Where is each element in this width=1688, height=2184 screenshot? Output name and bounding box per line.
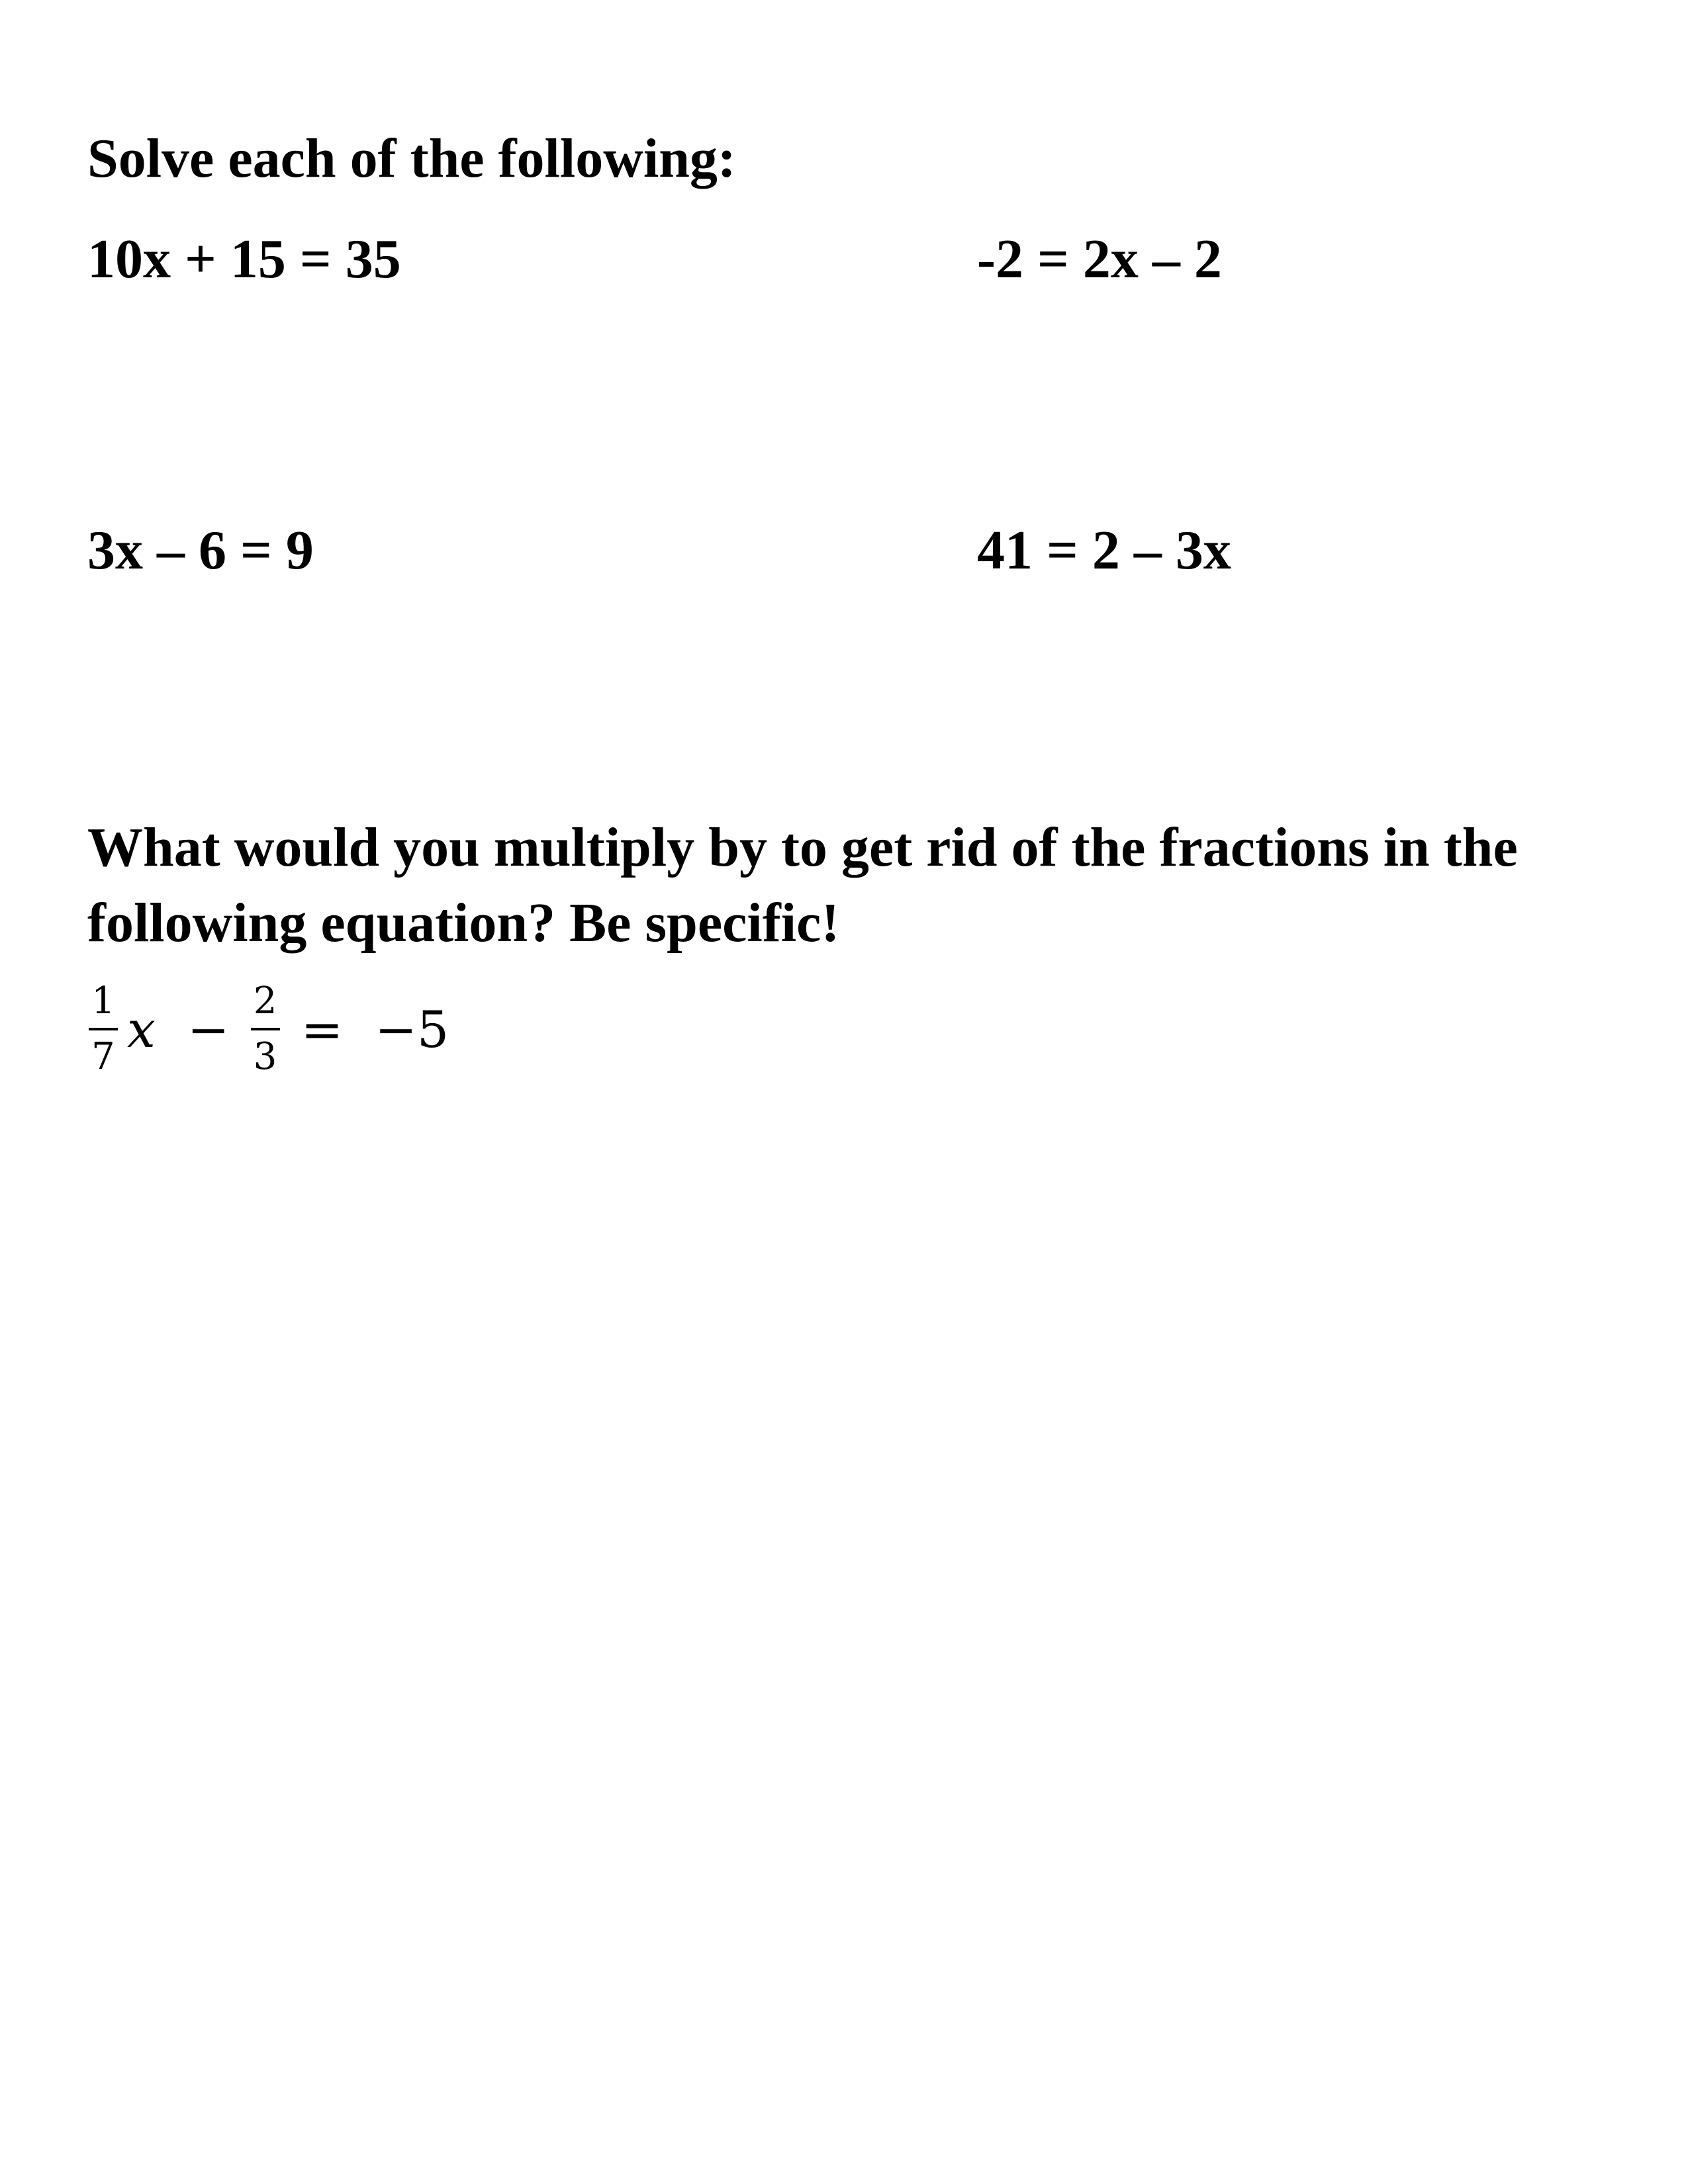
equation-3: 3x – 6 = 9 [87,520,314,581]
equals-sign: = [301,999,344,1059]
fraction-denominator: 3 [253,1035,277,1078]
fraction-equation [85,973,449,1085]
variable-x: x [127,999,156,1059]
equation-4: 41 = 2 – 3x [977,520,1231,581]
fraction-question: What would you multiply by to get rid of the fractions in the following equation? Be specific! [87,817,1518,954]
minus-sign: − [187,999,230,1059]
fraction-numerator: 2 [253,979,277,1023]
fraction-bar [251,1028,280,1030]
fraction-one-seventh [89,979,118,1078]
fraction-two-thirds [251,979,280,1078]
right-hand-side: −5 [375,999,449,1059]
fraction-bar [89,1028,118,1030]
worksheet-heading: Solve each of the following: [87,128,736,189]
fraction-numerator: 1 [91,979,115,1023]
equation-2: -2 = 2x – 2 [977,228,1222,290]
fraction-denominator: 7 [91,1035,115,1078]
equation-1: 10x + 15 = 35 [87,228,401,290]
